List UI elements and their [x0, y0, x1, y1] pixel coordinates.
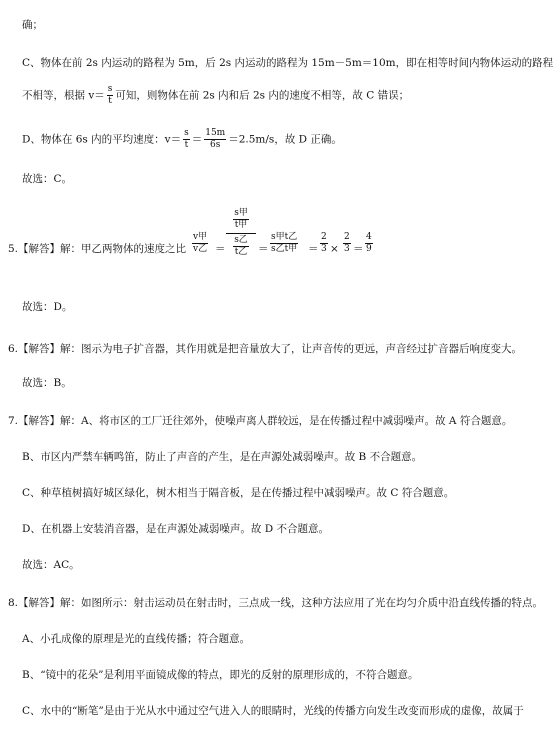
- fraction-four-ninths: $\frac{4}{9}$: [366, 232, 372, 254]
- fraction-s-over-t: $\frac{s}{t}$: [184, 128, 189, 150]
- text-line: A、小孔成像的原理是光的直线传播；符合题意。: [22, 633, 251, 645]
- fraction-s-over-t: $\frac{s}{t}$: [107, 84, 113, 106]
- text-segment: D、物体在 6s 内的平均速度：v＝: [22, 133, 182, 146]
- text-line: 确；: [22, 19, 43, 31]
- equals: ＝: [191, 133, 203, 146]
- text-line: C、物体在前 2s 内运动的路程为 5m，后 2s 内运动的路程为 15m－5m＝10m，即在相等时间内物体运动的路程: [22, 57, 553, 69]
- equals: ＝: [308, 243, 319, 255]
- compound-fraction: [226, 208, 256, 258]
- question-8-line: 8.【解答】解：如图所示：射击运动员在射击时，三点成一线，这种方法应用了光在均匀介质中沿直线传播的特点。: [8, 597, 544, 609]
- text-line: B、“镜中的花朵”是利用平面镜成像的特点，即光的反射的原理形成的，不符合题意。: [22, 669, 419, 681]
- fraction-bar: [226, 232, 256, 234]
- question-5-line: [8, 208, 539, 278]
- equals: ＝: [215, 243, 226, 255]
- fraction-s-jia-over-t-jia: $\frac{\text{s甲}}{\text{t甲}}$: [234, 208, 248, 230]
- text-line: [22, 128, 539, 151]
- fraction-two-thirds: $\frac{2}{3}$: [321, 232, 327, 254]
- question-7-line: 7.【解答】解：A、将市区的工厂迁往郊外，使噪声离人群较远，是在传播过程中减弱噪声。故 A 符合题意。: [8, 415, 513, 427]
- fraction-s-yi-over-t-yi: $\frac{\text{s乙}}{\text{t乙}}$: [234, 235, 248, 257]
- text-line: 故选：B。: [22, 377, 72, 389]
- text-segment: 5.【解答】解：甲乙两物体的速度之比: [8, 243, 187, 255]
- fraction-velocity-ratio: v甲 v乙: [193, 232, 208, 254]
- text-line: [22, 84, 539, 107]
- question-6-line: 6.【解答】解：图示为电子扩音器，其作用就是把音量放大了，让声音传的更远，声音经过扩音器后响度变大。: [8, 343, 523, 355]
- text-line: C、种草植树搞好城区绿化，树木相当于隔音板，是在传播过程中减弱噪声。故 C 符合题意。: [22, 487, 455, 499]
- text-line: B、市区内严禁车辆鸣笛，防止了声音的产生，是在声源处减弱噪声。故 B 不合题意。: [22, 451, 423, 463]
- text-line: D、在机器上安装消音器，是在声源处减弱噪声。故 D 不合题意。: [22, 523, 330, 535]
- text-line: 故选：AC。: [22, 559, 80, 571]
- fraction-two-thirds: $\frac{2}{3}$: [344, 232, 350, 254]
- fraction-mixed: s甲t乙 s乙t甲: [271, 232, 298, 254]
- equals: ＝: [353, 243, 364, 255]
- text-segment: ＝2.5m/s，故 D 正确。: [228, 133, 342, 146]
- text-line: 故选：C。: [22, 173, 73, 185]
- times-sign: ×: [330, 243, 339, 255]
- equals: ＝: [258, 243, 269, 255]
- text-line: C、水中的“断笔”是由于光从水中通过空气进入人的眼睛时，光线的传播方向发生改变而形成的虚像，故属于: [22, 705, 524, 717]
- fraction-15m-over-6s: $\frac{15m}{6s}$: [205, 128, 226, 150]
- text-segment: 可知，则物体在前 2s 内和后 2s 内的速度不相等，故 C 错误；: [115, 89, 410, 102]
- text-segment: 不相等，根据 v＝: [22, 89, 105, 102]
- text-line: 故选：D。: [22, 301, 73, 313]
